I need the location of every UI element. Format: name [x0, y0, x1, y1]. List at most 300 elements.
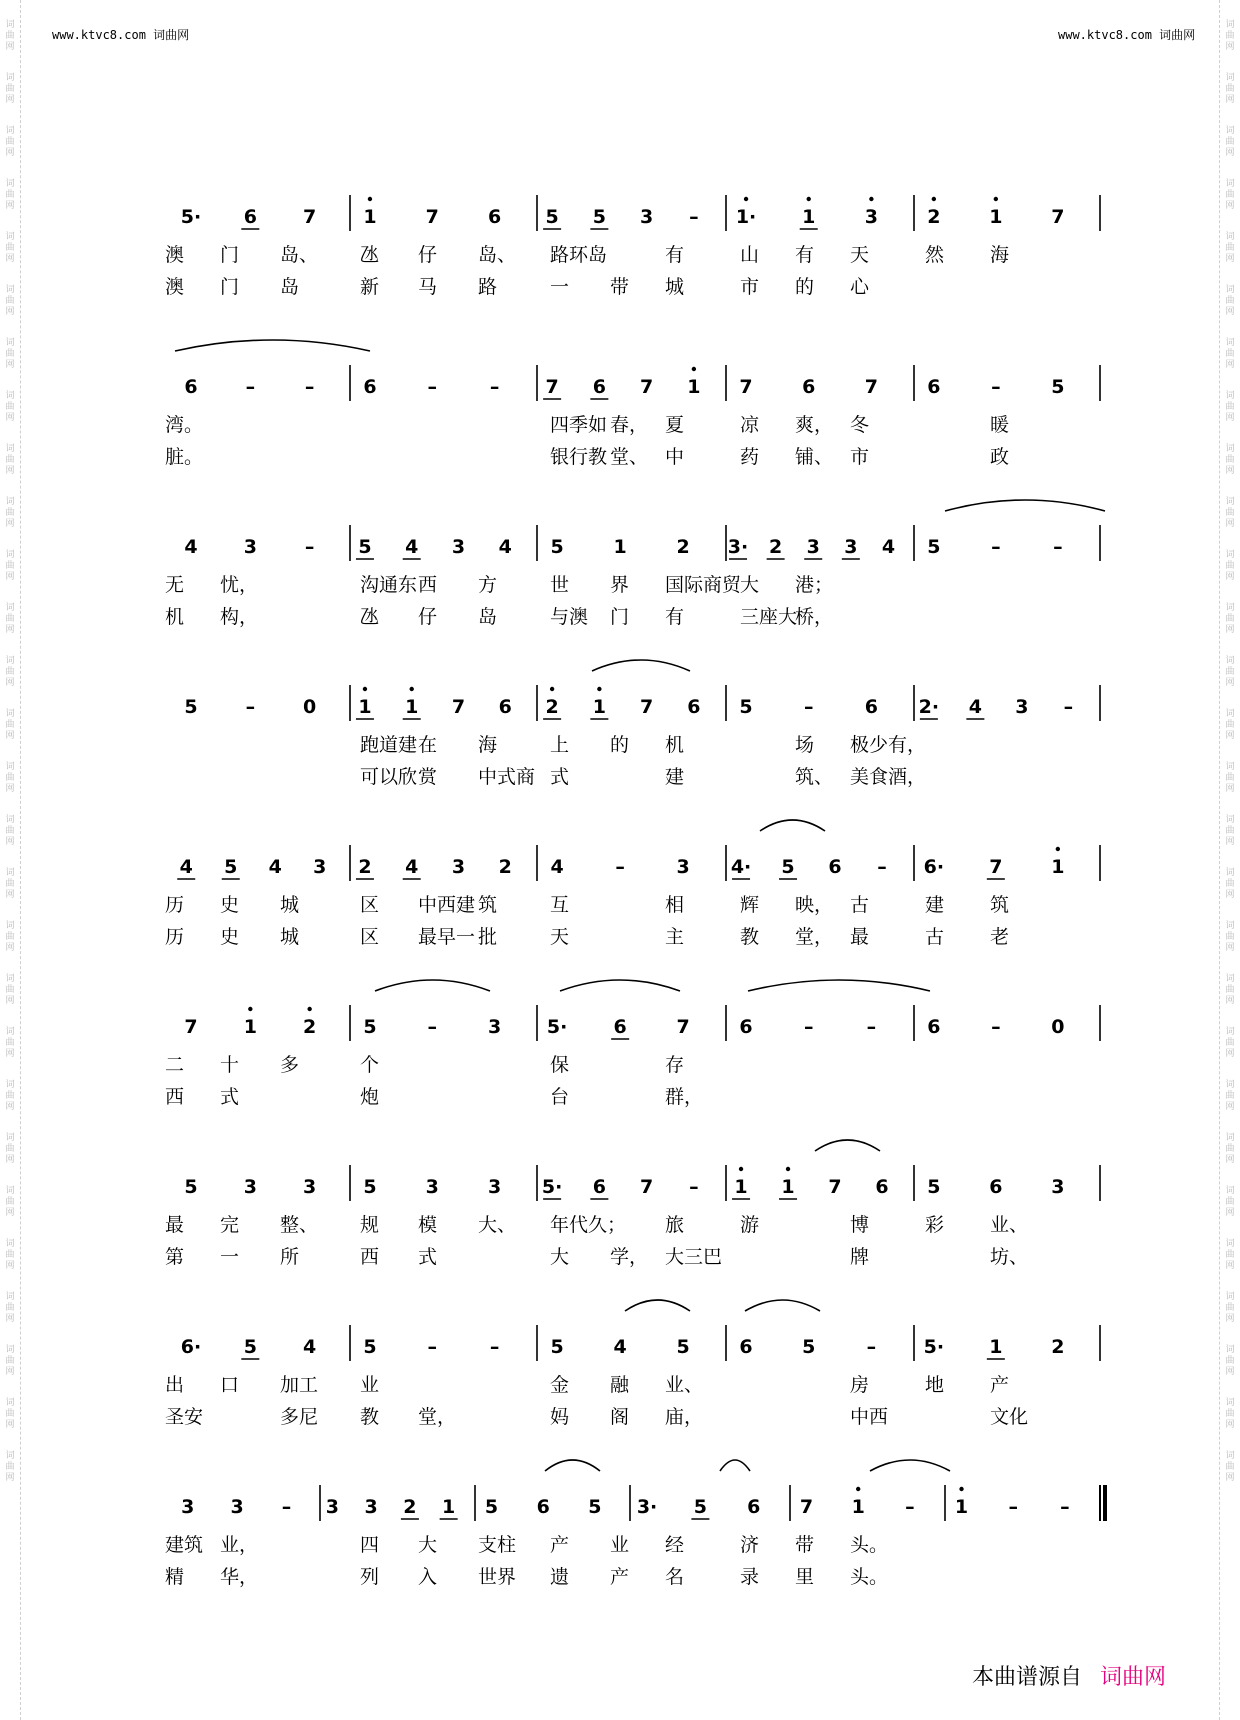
note-digit: 7 [545, 376, 559, 398]
high-octave-dot [1056, 847, 1060, 851]
lyric-text: 台 [550, 1086, 570, 1108]
note-digit: 4 [968, 696, 982, 718]
note-digit: – [905, 1496, 915, 1518]
note-digit: 5 [739, 696, 753, 718]
note-digit: 7 [425, 206, 439, 228]
lyric-text: 产 [990, 1374, 1010, 1396]
side-watermark: 词曲网 [1225, 126, 1235, 158]
lyric-text: 入 [418, 1566, 438, 1588]
tie-slur [560, 980, 680, 991]
note-digit: 2 [498, 856, 512, 878]
note-digit: 2· [918, 696, 940, 718]
lyric-text: 门 [220, 244, 240, 266]
lyric-text: 门 [220, 276, 240, 298]
note-digit: 6 [498, 696, 512, 718]
lyric-text: 中式商 [478, 766, 536, 788]
lyric-text: 凉 [740, 414, 760, 436]
lyric-text: 西 [165, 1086, 185, 1108]
lyric-text: 里 [795, 1566, 815, 1588]
note-digit: 1 [592, 696, 606, 718]
lyric-text: 方 [478, 574, 498, 596]
tie-slur [592, 660, 690, 671]
note-digit: 6 [927, 1016, 941, 1038]
lyric-text: 游 [740, 1214, 760, 1236]
lyric-text: 映， [795, 894, 834, 916]
note-digit: 3 [676, 856, 690, 878]
lyric-text: 古 [850, 894, 870, 916]
note-digit: – [489, 1336, 500, 1358]
side-watermark: 词曲网 [5, 391, 15, 423]
lyric-text: 与澳 [550, 606, 589, 628]
high-octave-dot [807, 197, 811, 201]
lyric-text: 第 [165, 1246, 185, 1268]
lyric-text: 赏 [418, 766, 438, 788]
side-watermark: 词曲网 [5, 285, 15, 317]
side-watermark: 词曲网 [5, 603, 15, 635]
lyric-text: 十 [220, 1054, 240, 1076]
note-digit: 3 [313, 856, 327, 878]
note-digit: 5 [927, 1176, 941, 1198]
lyric-text: 录 [740, 1566, 760, 1588]
note-digit: 5· [541, 1176, 563, 1198]
note-digit: 5 [545, 206, 559, 228]
lyric-text: 有 [665, 244, 685, 266]
lyric-text: 完 [220, 1214, 240, 1236]
note-digit: 2 [676, 536, 690, 558]
high-octave-dot [932, 197, 936, 201]
note-digit: 5· [546, 1016, 568, 1038]
side-watermark: 词曲网 [1225, 1398, 1235, 1430]
high-octave-dot [597, 687, 601, 691]
high-octave-dot [410, 687, 414, 691]
lyric-text: 山 [740, 244, 760, 266]
note-digit: 6 [802, 376, 816, 398]
note-digit: 7 [676, 1016, 690, 1038]
lyric-text: 暖 [990, 414, 1010, 436]
lyric-text: 区 [360, 926, 380, 948]
lyric-text: 无 [165, 574, 185, 596]
lyric-text: 桥， [795, 606, 834, 628]
note-digit: 6· [180, 1336, 202, 1358]
note-digit: 5 [927, 536, 941, 558]
lyric-text: 历 [165, 926, 185, 948]
lyric-text: 业、 [665, 1374, 704, 1396]
lyric-text: 氹 [360, 606, 380, 628]
lyric-text: 华， [220, 1566, 259, 1588]
high-octave-dot [550, 687, 554, 691]
lyric-text: 在 [418, 734, 438, 756]
lyric-text: 群， [665, 1086, 704, 1108]
note-digit: 7 [303, 206, 317, 228]
note-digit: 5 [550, 536, 564, 558]
side-watermark: 词曲网 [1225, 550, 1235, 582]
lyric-text: 仔 [418, 244, 438, 266]
lyric-text: 路 [478, 276, 498, 298]
lyric-text: 澳 [165, 276, 185, 298]
lyric-text: 史 [220, 926, 240, 948]
note-digit: 6 [747, 1496, 761, 1518]
note-digit: 7 [1051, 206, 1065, 228]
note-digit: 4 [405, 536, 419, 558]
side-watermark: 词曲网 [1225, 1451, 1235, 1483]
lyric-text: 门 [610, 606, 630, 628]
lyric-text: 主 [665, 926, 685, 948]
lyric-text: 国际商贸 [665, 574, 742, 596]
side-watermark: 词曲网 [1225, 285, 1235, 317]
high-octave-dot [959, 1487, 963, 1491]
high-octave-dot [744, 197, 748, 201]
lyric-text: 带 [795, 1534, 815, 1556]
note-digit: 1 [851, 1496, 865, 1518]
note-digit: 3 [325, 1496, 340, 1518]
side-watermark: 词曲网 [5, 338, 15, 370]
note-digit: – [489, 376, 500, 398]
side-watermark: 词曲网 [5, 126, 15, 158]
note-digit: 3 [864, 206, 879, 228]
tie-slur [625, 1300, 690, 1311]
side-watermark: 词曲网 [1225, 709, 1235, 741]
lyric-text: 一 [220, 1246, 240, 1268]
note-digit: 2 [927, 206, 941, 228]
note-digit: 3 [230, 1496, 244, 1518]
lyric-text: 市 [850, 446, 870, 468]
note-digit: 5 [781, 856, 795, 878]
lyric-text: 带 [610, 276, 630, 298]
side-watermark: 词曲网 [1225, 815, 1235, 847]
note-digit: 1 [442, 1496, 456, 1518]
footer-source-label: 本曲谱源自 [972, 1665, 1083, 1690]
note-digit: 6 [927, 376, 941, 398]
note-digit: – [803, 1016, 814, 1038]
side-watermark: 词曲网 [1225, 1292, 1235, 1324]
side-watermark: 词曲网 [5, 20, 15, 52]
lyric-text: 最 [165, 1214, 185, 1236]
note-digit: 4 [613, 1336, 627, 1358]
lyric-text: 头。 [850, 1566, 889, 1588]
note-digit: 1 [989, 206, 1003, 228]
note-digit: 3 [303, 1176, 317, 1198]
lyric-text: 模 [418, 1214, 438, 1236]
lyric-text: 冬 [850, 414, 870, 436]
lyric-text: 海 [990, 244, 1010, 266]
note-digit: 3 [1015, 696, 1029, 718]
lyric-text: 界 [610, 574, 630, 596]
note-digit: – [1060, 1496, 1070, 1518]
lyric-text: 脏。 [165, 446, 204, 468]
note-digit: 2 [769, 536, 783, 558]
lyric-text: 氹 [360, 244, 380, 266]
note-digit: 3· [636, 1496, 658, 1518]
lyric-text: 春， [610, 414, 649, 436]
lyric-text: 二 [165, 1054, 185, 1076]
side-watermark: 词曲网 [1225, 656, 1235, 688]
lyric-text: 机 [665, 734, 685, 756]
note-digit: – [991, 1016, 1001, 1038]
lyric-text: 老 [990, 926, 1010, 948]
note-digit: 6 [363, 376, 377, 398]
lyric-text: 辉 [740, 894, 760, 916]
lyric-text: 经 [665, 1534, 685, 1556]
note-digit: – [427, 1336, 438, 1358]
lyric-text: 房 [850, 1374, 870, 1396]
note-digit: 5· [923, 1336, 945, 1358]
lyric-text: 极少有， [850, 734, 927, 756]
note-digit: 1 [358, 696, 372, 718]
lyric-text: 互 [550, 894, 570, 916]
side-watermark: 词曲网 [5, 232, 15, 264]
lyric-text: 古 [925, 926, 945, 948]
lyric-text: 岛、 [280, 244, 319, 266]
lyric-text: 天 [850, 244, 870, 266]
lyric-text: 西 [360, 1246, 380, 1268]
note-digit: 4 [303, 1336, 317, 1358]
lyric-text: 建 [665, 766, 685, 788]
lyric-text: 多尼 [280, 1406, 319, 1428]
lyric-text: 炮 [360, 1086, 380, 1108]
lyric-text: 上 [550, 734, 570, 756]
note-digit: 1 [802, 206, 816, 228]
note-digit: 4 [405, 856, 419, 878]
lyric-text: 药 [740, 446, 760, 468]
lyric-text: 支柱 [478, 1534, 517, 1556]
note-digit: 7 [799, 1496, 814, 1518]
lyric-text: 港； [795, 574, 834, 596]
note-digit: 5 [243, 1336, 257, 1358]
note-digit: 5 [693, 1496, 708, 1518]
high-octave-dot [786, 1167, 790, 1171]
note-digit: – [689, 206, 699, 228]
note-digit: – [1053, 536, 1063, 558]
lyric-text: 式 [550, 766, 570, 788]
lyric-text: 湾。 [165, 414, 204, 436]
lyric-text: 四季如 [550, 414, 608, 436]
note-digit: 4 [179, 856, 193, 878]
header-left-url[interactable]: www.ktvc8.com [52, 28, 146, 42]
lyric-text: 堂， [418, 1406, 457, 1428]
lyric-text: 多 [280, 1054, 300, 1076]
lyric-text: 政 [990, 446, 1010, 468]
note-digit: 1 [613, 536, 627, 558]
lyric-text: 列 [360, 1566, 380, 1588]
note-digit: 2 [545, 696, 559, 718]
note-digit: 5 [1051, 376, 1065, 398]
lyric-text: 中西 [850, 1406, 889, 1428]
note-digit: 7 [640, 696, 654, 718]
note-digit: – [1008, 1496, 1018, 1518]
lyric-text: 大三巴 [665, 1246, 723, 1268]
note-digit: 4 [268, 856, 282, 878]
lyric-text: 心 [850, 276, 870, 298]
side-watermark: 词曲网 [1225, 497, 1235, 529]
note-digit: 6 [243, 206, 257, 228]
note-digit: 2 [403, 1496, 417, 1518]
tie-slur [760, 820, 825, 831]
note-digit: 3 [1051, 1176, 1065, 1198]
lyric-text: 地 [925, 1374, 945, 1396]
lyric-text: 仔 [418, 606, 438, 628]
lyric-text: 存 [665, 1054, 685, 1076]
note-digit: 4· [730, 856, 752, 878]
side-watermark: 词曲网 [5, 1292, 15, 1324]
side-watermark: 词曲网 [5, 73, 15, 105]
note-digit: – [615, 856, 625, 878]
side-watermark: 词曲网 [1225, 868, 1235, 900]
lyric-text: 大 [418, 1534, 438, 1556]
footer-credit [972, 1660, 1166, 1691]
note-digit: 3 [640, 206, 654, 228]
side-watermark: 词曲网 [1225, 921, 1235, 953]
side-watermark: 词曲网 [1225, 232, 1235, 264]
side-watermark: 词曲网 [1225, 762, 1235, 794]
lyric-text: 爽， [795, 414, 834, 436]
lyric-text: 圣安 [165, 1406, 204, 1428]
note-digit: 2 [303, 1016, 317, 1038]
note-digit: 5 [802, 1336, 816, 1358]
lyric-text: 忧， [220, 574, 259, 596]
lyric-text: 沟通东 [360, 574, 418, 596]
lyric-text: 堂、 [610, 446, 649, 468]
note-digit: 4 [184, 536, 198, 558]
lyric-text: 中西建 [418, 894, 476, 916]
lyric-text: 银行教 [550, 446, 608, 468]
lyric-text: 整、 [280, 1214, 319, 1236]
lyric-text: 城 [280, 926, 300, 948]
lyric-text: 式 [418, 1246, 438, 1268]
side-watermark: 词曲网 [1225, 974, 1235, 1006]
side-watermark: 词曲网 [5, 1398, 15, 1430]
lyric-text: 妈 [550, 1406, 570, 1428]
lyric-text: 所 [280, 1246, 300, 1268]
note-digit: 5 [184, 696, 198, 718]
lyric-text: 新 [360, 276, 380, 298]
note-digit: 5 [363, 1016, 377, 1038]
tie-slur [945, 500, 1105, 511]
lyric-text: 建筑 [165, 1534, 204, 1556]
note-digit: 5 [358, 536, 372, 558]
lyric-text: 历 [165, 894, 185, 916]
note-digit: 7 [451, 696, 466, 718]
lyric-text: 建 [925, 894, 945, 916]
note-digit: 4 [881, 536, 896, 558]
side-watermark: 词曲网 [1225, 391, 1235, 423]
side-watermark: 词曲网 [1225, 1133, 1235, 1165]
note-digit: – [304, 376, 315, 398]
lyric-text: 有 [665, 606, 685, 628]
lyric-text: 济 [740, 1534, 760, 1556]
side-watermark: 词曲网 [1225, 73, 1235, 105]
side-watermark: 词曲网 [1225, 1239, 1235, 1271]
note-digit: 1 [989, 1336, 1003, 1358]
lyric-text: 一 [550, 276, 570, 298]
header-right-site-name: 词曲网 [1159, 28, 1196, 42]
note-digit: 1 [687, 376, 701, 398]
note-digit: 3 [451, 856, 466, 878]
note-digit: 6 [739, 1016, 753, 1038]
side-watermark: 词曲网 [5, 656, 15, 688]
lyric-text: 口 [220, 1374, 240, 1396]
side-watermark: 词曲网 [5, 1027, 15, 1059]
lyric-text: 天 [550, 926, 570, 948]
high-octave-dot [368, 197, 372, 201]
lyric-text: 世界 [478, 1566, 517, 1588]
lyric-text: 跑道建 [360, 734, 418, 756]
note-digit: 3 [806, 536, 820, 558]
lyric-text: 铺、 [795, 446, 834, 468]
lyric-text: 教 [360, 1406, 380, 1428]
lyric-text: 彩 [925, 1214, 945, 1236]
lyric-text: 的 [610, 734, 630, 756]
tie-slur [720, 1460, 750, 1471]
lyric-text: 筑、 [795, 766, 834, 788]
side-watermark: 词曲网 [1225, 338, 1235, 370]
note-digit: 6 [739, 1336, 753, 1358]
lyric-text: 美食酒， [850, 766, 927, 788]
lyric-text: 个 [360, 1054, 380, 1076]
note-digit: 1 [363, 206, 377, 228]
side-watermark: 词曲网 [5, 1133, 15, 1165]
lyric-text: 市 [740, 276, 760, 298]
footer-brand-link[interactable]: 词曲网 [1100, 1665, 1167, 1690]
lyric-text: 出 [165, 1374, 185, 1396]
lyric-text: 四 [360, 1534, 380, 1556]
note-digit: 6 [487, 206, 502, 228]
note-digit: 1 [781, 1176, 795, 1198]
note-digit: 4 [498, 536, 512, 558]
lyric-text: 的 [795, 276, 815, 298]
note-digit: 6 [184, 376, 198, 398]
note-digit: 5 [184, 1176, 198, 1198]
side-watermark: 词曲网 [1225, 603, 1235, 635]
note-digit: – [427, 1016, 438, 1038]
note-digit: 3 [451, 536, 466, 558]
note-digit: 7 [739, 376, 753, 398]
side-watermark: 词曲网 [1225, 1345, 1235, 1377]
lyric-text: 海 [478, 734, 498, 756]
lyric-text: 文化 [990, 1406, 1029, 1428]
lyric-text: 最 [850, 926, 870, 948]
note-digit: 0 [1051, 1016, 1065, 1038]
note-digit: 1 [954, 1496, 969, 1518]
note-digit: – [427, 376, 438, 398]
lyric-text: 加工 [280, 1374, 319, 1396]
lyric-text: 业 [360, 1374, 380, 1396]
note-digit: 5 [224, 856, 238, 878]
lyric-text: 名 [665, 1566, 685, 1588]
note-digit: 6· [923, 856, 945, 878]
side-watermark: 词曲网 [5, 1186, 15, 1218]
lyric-text: 业， [220, 1534, 259, 1556]
lyric-text: 业、 [990, 1214, 1029, 1236]
lyric-text: 马 [418, 276, 438, 298]
lyric-text: 城 [665, 276, 685, 298]
lyric-text: 区 [360, 894, 380, 916]
note-digit: – [877, 856, 887, 878]
note-digit: 7 [184, 1016, 198, 1038]
side-watermark: 词曲网 [5, 974, 15, 1006]
header-left-site-name: 词曲网 [153, 28, 190, 42]
note-digit: 4 [550, 856, 564, 878]
lyric-text: 产 [610, 1566, 630, 1588]
side-watermark: 词曲网 [1225, 1080, 1235, 1112]
lyric-text: 然 [925, 244, 945, 266]
note-digit: – [689, 1176, 699, 1198]
note-digit: 3 [487, 1016, 502, 1038]
tie-slur [870, 1460, 950, 1471]
lyric-text: 三座大 [740, 606, 798, 628]
note-digit: 6 [536, 1496, 550, 1518]
header-right-url[interactable]: www.ktvc8.com [1058, 28, 1152, 42]
lyric-text: 庙， [665, 1406, 704, 1428]
